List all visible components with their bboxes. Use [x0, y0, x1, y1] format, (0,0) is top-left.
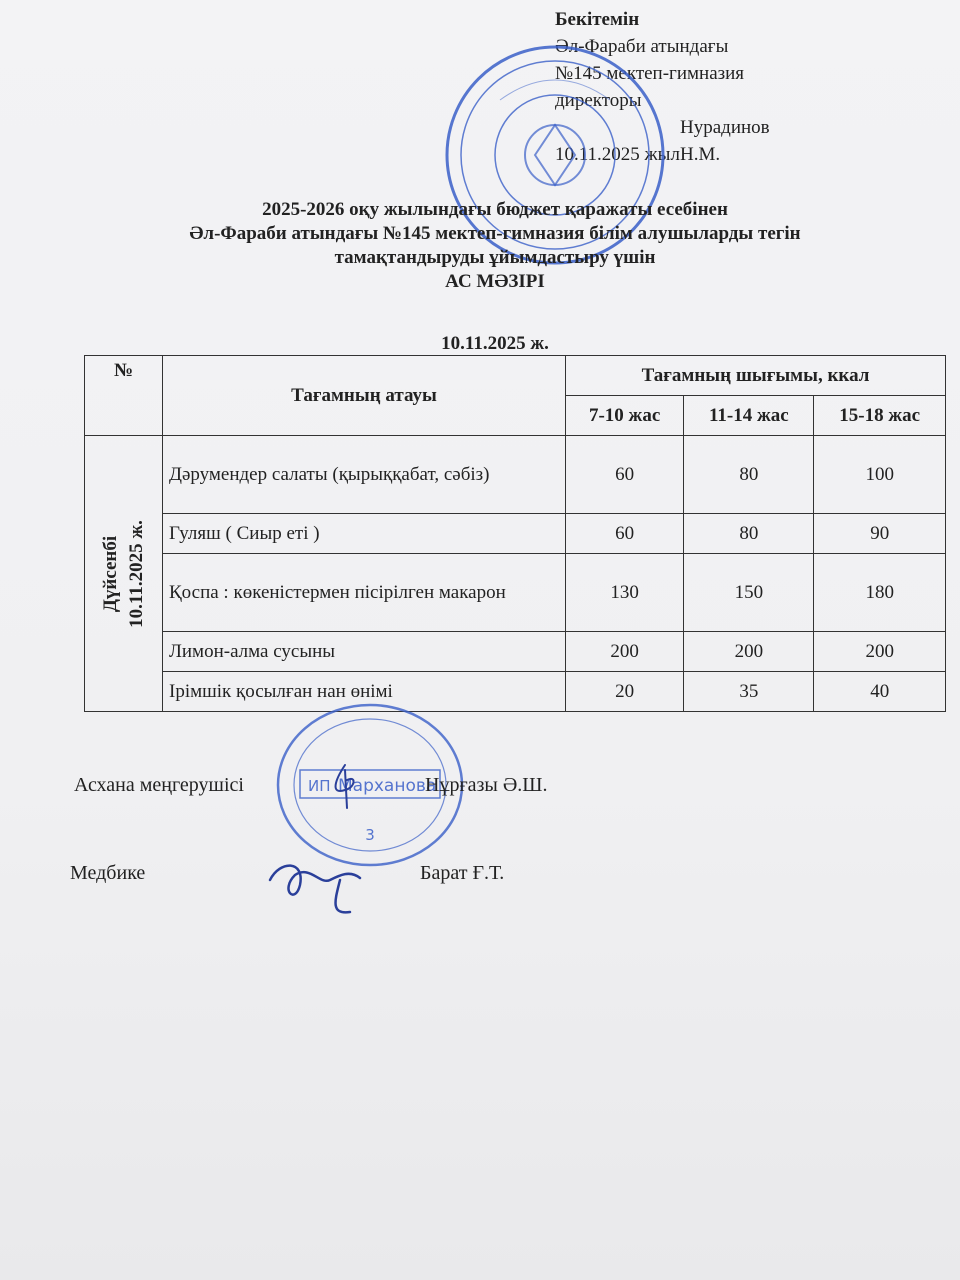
table-row: [85, 632, 946, 672]
kcal-11-14: 200: [684, 632, 814, 672]
menu-table: [84, 355, 946, 712]
kcal-11-14: 80: [684, 436, 814, 514]
table-row: [85, 436, 946, 514]
kcal-15-18: 90: [814, 514, 946, 554]
kcal-11-14: 35: [684, 672, 814, 712]
header-yield: Тағамның шығымы, ккал: [566, 356, 946, 396]
header-dish-name: Тағамның атауы: [163, 356, 566, 436]
kcal-11-14: 150: [684, 554, 814, 632]
header-age-1: 7-10 жас: [566, 396, 684, 436]
header-age-3: 15-18 жас: [814, 396, 946, 436]
kcal-7-10: 200: [566, 632, 684, 672]
cook-signature: [325, 760, 365, 810]
menu-date: 10.11.2025 ж.: [441, 333, 549, 354]
kcal-15-18: 40: [814, 672, 946, 712]
table-row: [85, 514, 946, 554]
header-age-2: 11-14 жас: [684, 396, 814, 436]
nurse-signature: [260, 850, 370, 920]
dish-name: Қоспа : көкеністермен пісірілген макарон: [163, 554, 566, 632]
dish-name: Дәрумендер салаты (қырыққабат, сәбіз): [163, 436, 566, 514]
day-cell: [85, 436, 163, 712]
dish-name: Лимон-алма сусыны: [163, 632, 566, 672]
kcal-15-18: 180: [814, 554, 946, 632]
nurse-role: Медбике: [70, 862, 146, 884]
cook-role: Асхана меңгерушісі: [74, 774, 244, 796]
kcal-11-14: 80: [684, 514, 814, 554]
approval-heading: Бекітемін: [555, 9, 640, 30]
approval-signer: Нурадинов Н.М.: [680, 117, 770, 165]
dish-name: Ірімшік қосылған нан өнімі: [163, 672, 566, 712]
header-number: №: [85, 356, 163, 436]
kcal-7-10: 130: [566, 554, 684, 632]
approval-date: 10.11.2025 жыл: [555, 144, 680, 165]
day-label: Дүйсенбі: [99, 535, 121, 612]
kcal-15-18: 200: [814, 632, 946, 672]
kcal-15-18: 100: [814, 436, 946, 514]
cook-name: Нұрғазы Ә.Ш.: [425, 774, 548, 796]
title-line-3: тамақтандыруды ұйымдастыру үшін: [334, 247, 656, 268]
nurse-name: Барат Ғ.Т.: [420, 862, 505, 884]
document-title: [60, 198, 930, 294]
stamp-ip: ИП: [308, 777, 331, 795]
title-line-1: 2025-2026 оқу жылындағы бюджет қаражаты есебінен: [262, 199, 728, 220]
svg-text:3: 3: [365, 826, 375, 844]
kcal-7-10: 60: [566, 436, 684, 514]
title-line-4: АС МӘЗІРІ: [445, 271, 545, 292]
kcal-7-10: 20: [566, 672, 684, 712]
dish-name: Гуляш ( Сиыр еті ): [163, 514, 566, 554]
kcal-7-10: 60: [566, 514, 684, 554]
table-row: [85, 672, 946, 712]
approval-role: директоры: [555, 90, 642, 111]
table-row: [85, 554, 946, 632]
approval-gymnasium: №145 мектеп-гимназия: [555, 63, 745, 84]
day-date: 10.11.2025 ж.: [125, 519, 147, 628]
approval-school: Әл-Фараби атындағы: [555, 36, 729, 57]
stamp-name: Марханова: [338, 776, 437, 796]
title-line-2: Әл-Фараби атындағы №145 мектеп-гимназия білім алушыларды тегін: [189, 223, 801, 244]
